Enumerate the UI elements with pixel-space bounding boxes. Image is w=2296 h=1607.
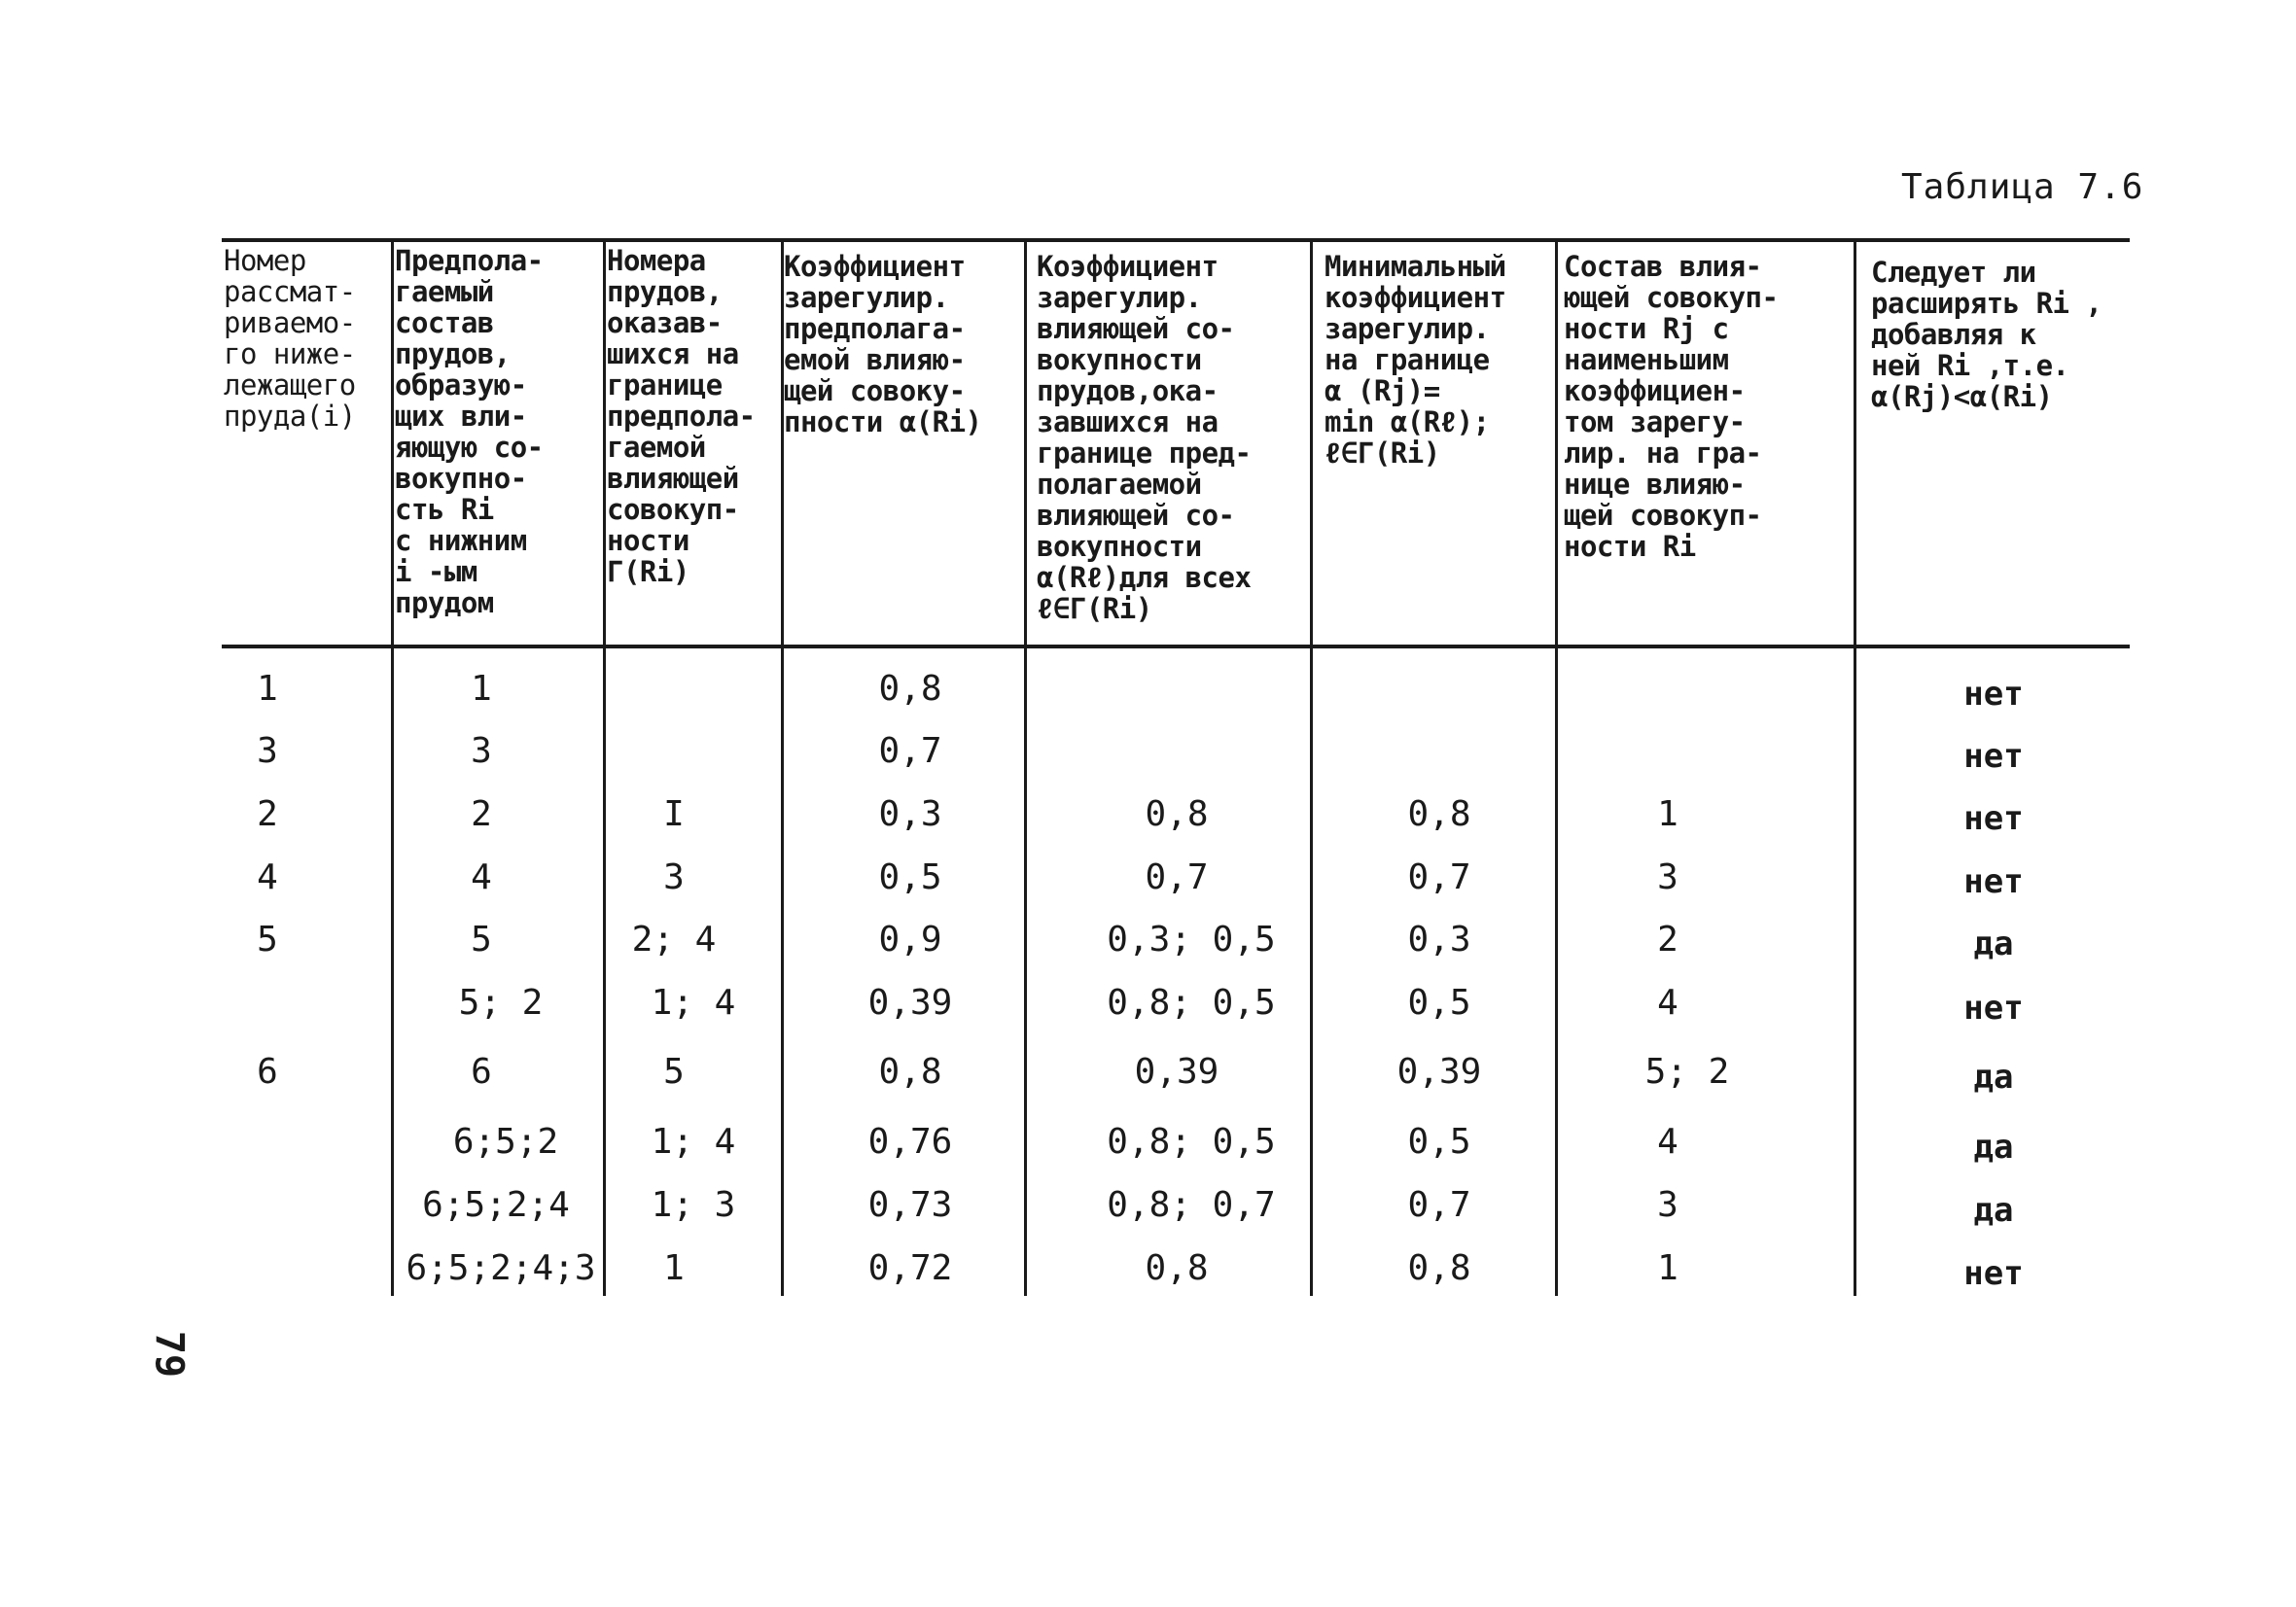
header-pond-number: Номер рассмат- риваемо- го ниже- лежащего пруда(i) (224, 244, 356, 433)
header-assumed-composition: Предпола- гаемый состав прудов, образую- щих вли- яющую со- вокупно- сть Ri с нижним i -ым прудом (395, 244, 544, 619)
table-row-8-boundary-coef: 0,8; 0,5 (1107, 1122, 1276, 1162)
table-row-7-rj: 5; 2 (1644, 1052, 1730, 1092)
table-row-5-boundary-coef: 0,3; 0,5 (1107, 920, 1276, 960)
table-row-3-boundary: I (663, 794, 685, 834)
header-regulation-coefficient: Коэффициент зарегулир. предполага- емой влияю- щей совоку- пности α(Ri) (784, 250, 982, 438)
table-row-4-coefficient: 0,5 (878, 857, 942, 897)
table-row-8-decision: да (1973, 1128, 2014, 1167)
table-row-6-rj: 4 (1657, 983, 1678, 1023)
table-row-5-min-coef: 0,3 (1407, 920, 1471, 960)
table-row-10-min-coef: 0,8 (1407, 1248, 1471, 1288)
table-row-10-coefficient: 0,72 (867, 1248, 953, 1288)
table-row-1-decision: нет (1963, 675, 2024, 714)
table-row-7-boundary: 5 (663, 1052, 685, 1092)
table-row-10-boundary-coef: 0,8 (1145, 1248, 1209, 1288)
table-row-9-decision: да (1973, 1191, 2014, 1230)
table-row-9-boundary: 1; 3 (651, 1185, 736, 1225)
table-row-6-boundary-coef: 0,8; 0,5 (1107, 983, 1276, 1023)
table-row-3-boundary-coef: 0,8 (1145, 794, 1209, 834)
header-influencing-composition: Состав влия- ющей совокуп- ности Rj с наименьшим коэффициен- том зарегу- лир. на гра- нице влияю- щей совокуп- ности Ri (1564, 250, 1779, 563)
table-row-10-rj: 1 (1657, 1248, 1678, 1288)
column-divider-5 (1310, 241, 1313, 1296)
table-row-4-min-coef: 0,7 (1407, 857, 1471, 897)
table-row-7-coefficient: 0,8 (878, 1052, 942, 1092)
table-row-4-rj: 3 (1657, 857, 1678, 897)
table-row-6-boundary: 1; 4 (651, 983, 736, 1023)
table-row-6-min-coef: 0,5 (1407, 983, 1471, 1023)
header-expand-decision: Следует ли расширять Ri , добавляя к ней Ri ,т.е. α(Rj)<α(Ri) (1871, 256, 2102, 413)
column-divider-6 (1555, 241, 1558, 1296)
column-divider-4 (1024, 241, 1027, 1296)
table-row-3-min-coef: 0,8 (1407, 794, 1471, 834)
table-row-2-decision: нет (1963, 737, 2024, 776)
table-row-6-composition: 5; 2 (458, 983, 544, 1023)
table-row-5-coefficient: 0,9 (878, 920, 942, 960)
table-row-5-pond: 5 (257, 920, 278, 960)
table-row-3-composition: 2 (471, 794, 492, 834)
table-row-9-rj: 3 (1657, 1185, 1678, 1225)
table-row-3-rj: 1 (1657, 794, 1678, 834)
table-row-7-boundary-coef: 0,39 (1134, 1052, 1219, 1092)
table-row-9-coefficient: 0,73 (867, 1185, 953, 1225)
table-row-2-pond: 3 (257, 731, 278, 771)
table-row-3-coefficient: 0,3 (878, 794, 942, 834)
table-row-4-decision: нет (1963, 862, 2024, 901)
table-row-4-boundary-coef: 0,7 (1145, 857, 1209, 897)
table-row-5-boundary: 2; 4 (631, 920, 717, 960)
table-row-5-decision: да (1973, 925, 2014, 963)
table-row-1-coefficient: 0,8 (878, 669, 942, 709)
table-row-7-decision: да (1973, 1058, 2014, 1097)
table-row-4-pond: 4 (257, 857, 278, 897)
header-bottom-rule (222, 645, 2130, 648)
table-top-rule (222, 238, 2130, 242)
table-row-8-rj: 4 (1657, 1122, 1678, 1162)
table-row-4-boundary: 3 (663, 857, 685, 897)
table-row-5-composition: 5 (471, 920, 492, 960)
table-row-10-decision: нет (1963, 1254, 2024, 1293)
table-row-10-composition: 6;5;2;4;3 (406, 1248, 596, 1288)
header-boundary-ponds: Номера прудов, оказав- шихся на границе предпола- гаемой влияющей совокуп- ности Г(Ri) (607, 244, 756, 588)
table-row-1-composition: 1 (471, 669, 492, 709)
table-row-7-pond: 6 (257, 1052, 278, 1092)
table-row-3-decision: нет (1963, 799, 2024, 838)
table-row-4-composition: 4 (471, 857, 492, 897)
table-row-8-min-coef: 0,5 (1407, 1122, 1471, 1162)
table-row-3-pond: 2 (257, 794, 278, 834)
table-row-7-composition: 6 (471, 1052, 492, 1092)
page-number: 79 (147, 1330, 193, 1379)
header-boundary-coefficient: Коэффициент зарегулир. влияющей со- вокупности прудов,ока- завшихся на границе пред- полагаемой влияющей со- вокупности α(Rℓ)для всех ℓ∈Г(Ri) (1037, 250, 1252, 625)
table-row-9-min-coef: 0,7 (1407, 1185, 1471, 1225)
table-row-1-pond: 1 (257, 669, 278, 709)
header-minimal-coefficient: Минимальный коэффициент зарегулир. на границе α (Rj)= min α(Rℓ); ℓ∈Г(Ri) (1325, 250, 1506, 470)
column-divider-7 (1854, 241, 1856, 1296)
table-row-5-rj: 2 (1657, 920, 1678, 960)
table-caption: Таблица 7.6 (1901, 167, 2144, 207)
table-row-9-composition: 6;5;2;4 (422, 1185, 570, 1225)
table-row-8-coefficient: 0,76 (867, 1122, 953, 1162)
table-row-6-decision: нет (1963, 989, 2024, 1028)
table-row-2-composition: 3 (471, 731, 492, 771)
table-row-6-coefficient: 0,39 (867, 983, 953, 1023)
table-row-7-min-coef: 0,39 (1396, 1052, 1482, 1092)
table-row-9-boundary-coef: 0,8; 0,7 (1107, 1185, 1276, 1225)
table-row-10-boundary: 1 (663, 1248, 685, 1288)
table-row-8-boundary: 1; 4 (651, 1122, 736, 1162)
table-row-2-coefficient: 0,7 (878, 731, 942, 771)
table-row-8-composition: 6;5;2 (452, 1122, 559, 1162)
